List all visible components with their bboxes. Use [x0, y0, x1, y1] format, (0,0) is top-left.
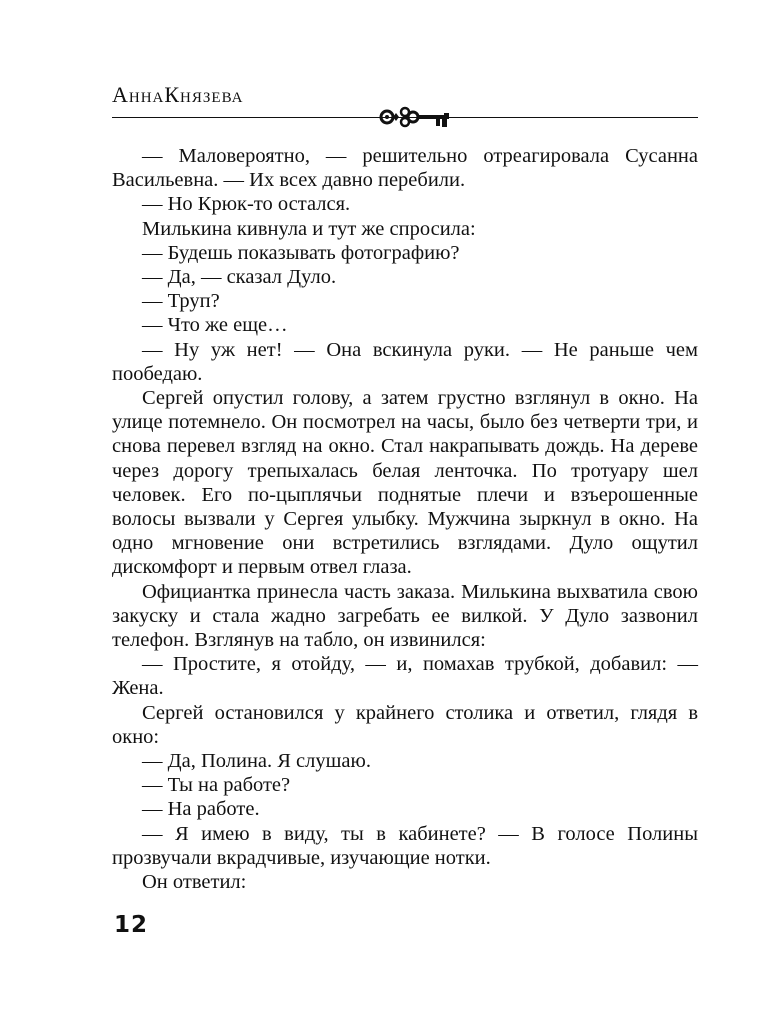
- paragraph: — Что же еще…: [142, 314, 288, 337]
- paragraph: — Да, Полина. Я слушаю.: [142, 750, 371, 773]
- paragraph: Милькина кивнула и тут же спросила:: [142, 217, 476, 240]
- paragraph: — Я имею в виду, ты в кабинете? — В голосе Полины прозвучали вкрадчивые, изучающие нотки.: [112, 822, 698, 869]
- paragraph: — Но Крюк-то остался.: [142, 193, 351, 216]
- header-rule: [112, 117, 698, 118]
- paragraph: — Маловероятно, — решительно отреагировала Сусанна Васильевна. — Их всех давно перебили.: [112, 145, 698, 192]
- paragraph: Сергей опустил голову, а затем грустно взглянул в окно. На улице потемнело. Он посмотрел на часы, было без четверти три, и снова перевел взгляд на окно. Стал накрапывать дождь. На дереве через дорогу трепыхалась белая ленточка. По тротуару шел человек. Его по-цыплячьи поднятые плечи и взъерошенные волосы вызвали у Сергея улыбку. Мужчина зыркнул в окно. На одно мгновение они встретились взглядами. Дуло ощутил дискомфорт и первым отвел глаза.: [112, 387, 698, 579]
- paragraph: — Труп?: [142, 290, 220, 313]
- paragraph: — Будешь показывать фотографию?: [142, 241, 460, 264]
- paragraph: Официантка принесла часть заказа. Милькина выхватила свою закуску и стала жадно загребать ее вилкой. У Дуло зазвонил телефон. Взглянув на табло, он извинился:: [112, 580, 698, 652]
- paragraph: Сергей остановился у крайнего столика и ответил, глядя в окно:: [112, 701, 698, 748]
- body-text: [112, 144, 698, 894]
- paragraph: — Да, — сказал Дуло.: [142, 266, 337, 289]
- paragraph: — Ты на работе?: [142, 774, 291, 797]
- page-number: 12: [114, 912, 149, 938]
- paragraph: — На работе.: [142, 798, 260, 821]
- paragraph: Он ответил:: [142, 871, 247, 894]
- paragraph: — Простите, я отойду, — и, помахав трубкой, добавил: — Жена.: [112, 653, 698, 700]
- paragraph: — Ну уж нет! — Она вскинула руки. — Не раньше чем пообедаю.: [112, 338, 698, 385]
- running-head-author: АннаКнязева: [112, 82, 244, 107]
